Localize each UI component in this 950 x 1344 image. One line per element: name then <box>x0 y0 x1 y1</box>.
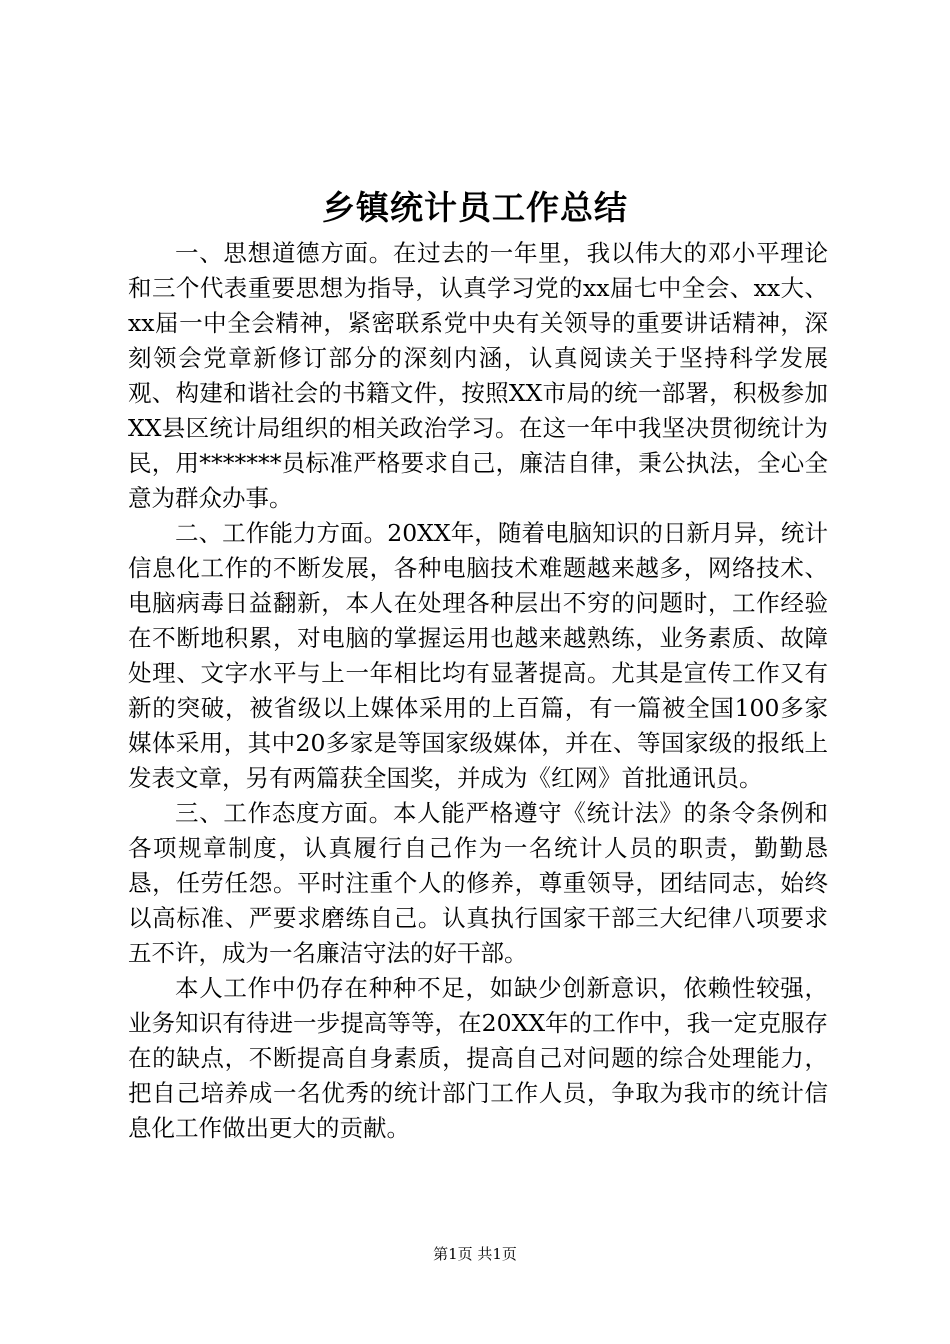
document-body <box>128 236 828 1146</box>
paragraph-attitude: 三、工作态度方面。本人能严格遵守《统计法》的条令条例和各项规章制度，认真履行自己作为一名统计人员的职责，勤勤恳恳，任劳任怨。平时注重个人的修养，尊重领导，团结同志，始终以高标准、严要求磨练自己。认真执行国家干部三大纪律八项要求五不许，成为一名廉洁守法的好干部。 <box>128 799 828 967</box>
paragraph-ability: 二、工作能力方面。20XX年，随着电脑知识的日新月异，统计信息化工作的不断发展，各种电脑技术难题越来越多，网络技术、电脑病毒日益翻新，本人在处理各种层出不穷的问题时，工作经验在不断地积累，对电脑的掌握运用也越来越熟练，业务素质、故障处理、文字水平与上一年相比均有显著提高。尤其是宣传工作又有新的突破，被省级以上媒体采用的上百篇，有一篇被全国100多家媒体采用，其中20多家是等国家级媒体，并在、等国家级的报纸上发表文章，另有两篇获全国奖，并成为《红网》首批通讯员。 <box>128 519 828 792</box>
page-footer: 第1页 共1页 <box>433 1245 517 1263</box>
paragraph-moral: 一、思想道德方面。在过去的一年里，我以伟大的邓小平理论和三个代表重要思想为指导，认真学习党的xx届七中全会、xx大、xx届一中全会精神，紧密联系党中央有关领导的重要讲话精神，深刻领会党章新修订部分的深刻内涵，认真阅读关于坚持科学发展观、构建和谐社会的书籍文件，按照XX市局的统一部署，积极参加XX县区统计局组织的相关政治学习。在这一年中我坚决贯彻统计为民，用*******员标准严格要求自己，廉洁自律，秉公执法，全心全意为群众办事。 <box>128 239 828 512</box>
document-title: 乡镇统计员工作总结 <box>322 188 628 227</box>
paragraph-shortcomings: 本人工作中仍存在种种不足，如缺少创新意识，依赖性较强，业务知识有待进一步提高等等，在20XX年的工作中，我一定克服存在的缺点，不断提高自身素质，提高自己对问题的综合处理能力，把自己培养成一名优秀的统计部门工作人员，争取为我市的统计信息化工作做出更大的贡献。 <box>128 974 828 1142</box>
